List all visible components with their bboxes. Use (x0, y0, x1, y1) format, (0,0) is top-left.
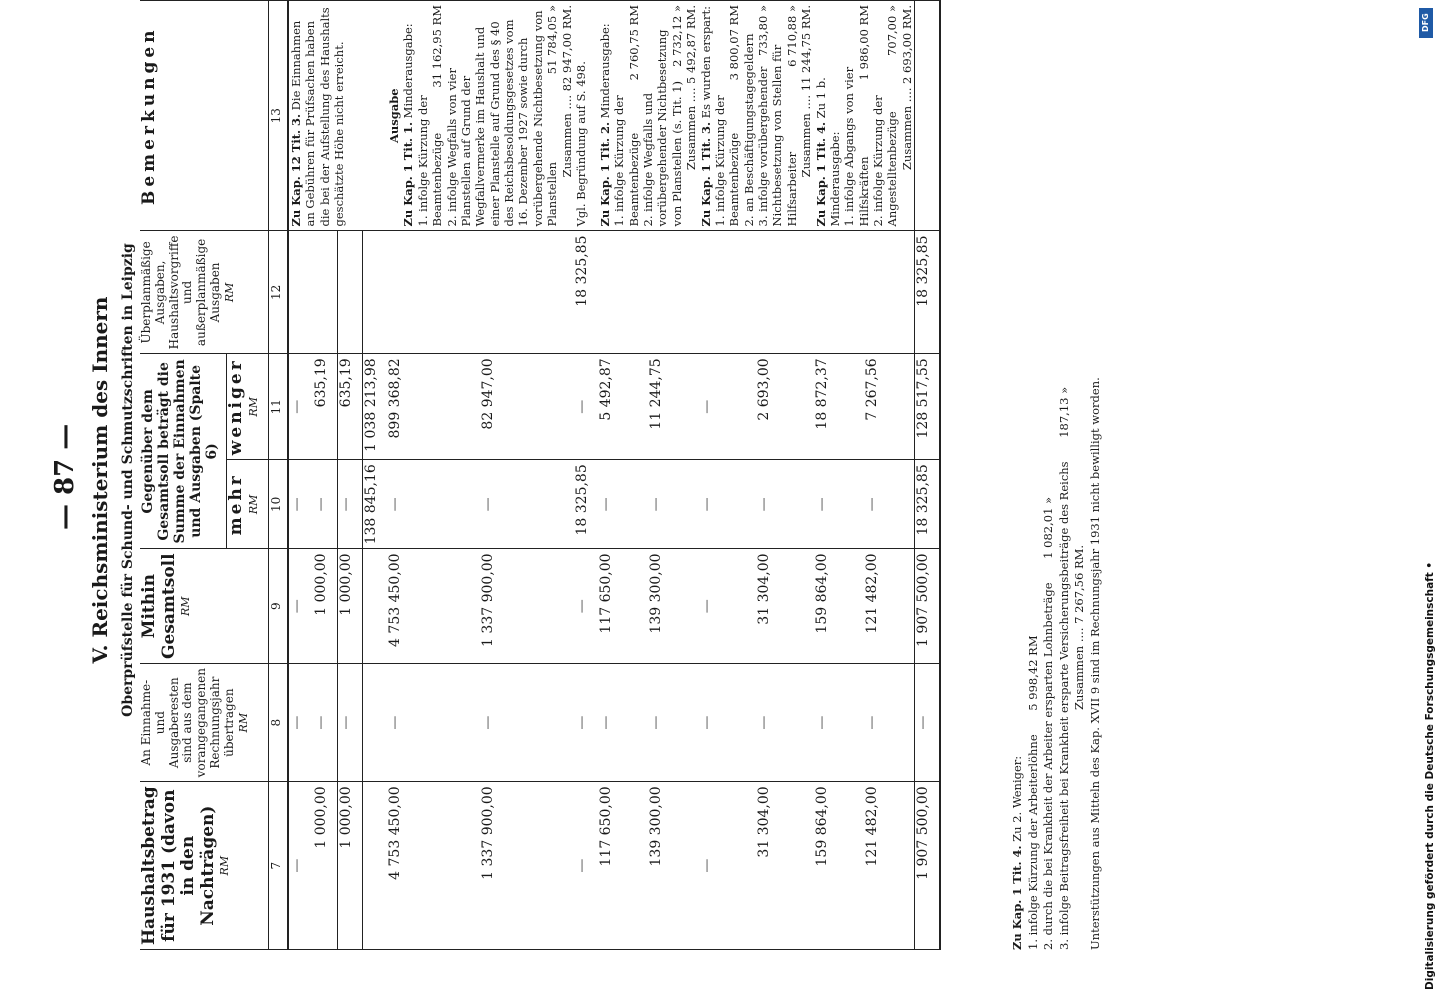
colnum-12: 12 (269, 231, 289, 354)
colnum-10: 10 (269, 460, 289, 549)
colnum-13: 13 (269, 1, 289, 231)
col7-header: Haushaltsbetrag für 1931 (davon in den Nachträgen) RM (140, 782, 269, 950)
budget-table (140, 0, 941, 950)
remark-k1t4: Zu Kap. 1 Tit. 4. Zu 1 b. Minderausgabe: 1. infolge Abgangs von vier Hilfskräften 1 986,00 RM 2. infolge Kürzung der Angestelltenbezüge 707,00 » Zusammen .... 2 693,00 RM. (814, 1, 915, 231)
table-row: 31 304,00 — 31 304,00 — 2 693,00 (756, 1, 814, 950)
remark-k1t1: Ausgabe Zu Kap. 1 Tit. 1. Minderausgabe: 1. infolge Kürzung der Beamtenbezüge 31 162,95 RM 2. infolge Wegfalls von vier Planstellen auf Grund der Wegfallvermerke im Haushalt und einer Planstelle auf Grund des § 40 des Reichsbesoldungsgesetzes vom 16. Dezember 1927 sowie durch vorübergehende Nichtbesetzung von Planstellen 51 784,05 » Zusammen .... 82 947,00 RM. (387, 1, 574, 231)
remark-k1t2: Zu Kap. 1 Tit. 2. Minderausgabe: 1. infolge Kürzung der Beamtenbezüge 2 760,75 RM 2. infolge Wegfalls und vorübergehender Nichtbesetzung von Planstellen (s. Tit. 1) 2 732,12 » Zusammen .... 5 492,87 RM. (598, 1, 699, 231)
table-row: 139 300,00 — 139 300,00 — 11 244,75 (648, 1, 698, 950)
page-title: V. Reichsministerium des Innern (88, 296, 112, 664)
page-number: — 87 — (50, 423, 80, 530)
col11-header: weniger RM (227, 354, 269, 460)
table-row: — — — — — Zu Kap. 12 Tit. 3. Die Einnahmen an Gebühren für Prüfsachen haben die bei der Aufstellung des Haushalts geschätzte Höhe nicht erreicht. (288, 1, 313, 950)
remark-ref: Vgl. Begründung auf S. 498. (574, 1, 598, 231)
colnum-8: 8 (269, 664, 289, 782)
col9-header: Mithin Gesamtsoll RM (140, 549, 269, 664)
table-row: 159 864,00 — 159 864,00 — 18 872,37 Zu Kap. 1 Tit. 4. Zu 1 b. Minderausgabe: 1. infolge Abgangs von vier Hilfskräften 1 986,00 RM 2. infolge Kürzung der Angestelltenbezüge 707,00 » Zusammen .... 2 693,00 RM. (814, 1, 864, 950)
table-row: — — — 18 325,85 — 18 325,85 Vgl. Begründung auf S. 498. (574, 1, 598, 950)
col8-header: An Einnahme- und Ausgaberesten sind aus dem vorangegangenen Rechnungsjahr übertragen RM (140, 664, 269, 782)
bottom-note: Zu Kap. 1 Tit. 4. Zu 2. Weniger: 1. infolge Kürzung der Arbeiterlöhne 5 998,42 RM 2. durch die bei Krankheit der Arbeiter ersparten Lohnbeträge 1 082,01 » 3. infolge Beitragsfreiheit bei Krankheit ersparte Versicherungsbeiträge des Reichs 187,13 » Zusammen .... 7 267,56 RM. Unterstützungen aus Mitteln des Kap. XVII 9 sind im Rechnungsjahr 1931 nicht bewilligt worden. (1010, 377, 1102, 950)
table-row: 1 337 900,00 — 1 337 900,00 — 82 947,00 (480, 1, 573, 950)
col10-11-header: Gegenüber dem Gesamtsoll beträgt die Summe der Einnahmen und Ausgaben (Spalte 6) (140, 354, 227, 549)
col10-header: mehr RM (227, 460, 269, 549)
table-row: 138 845,16 1 038 213,98 (363, 1, 388, 950)
colnum-11: 11 (269, 354, 289, 460)
col13-header: Bemerkungen (140, 1, 269, 231)
table-row: 1 000,00 — 1 000,00 — 635,19 (313, 1, 338, 950)
rotated-page (50, 0, 1230, 1000)
table-row: 117 650,00 — 117 650,00 — 5 492,87 Zu Kap. 1 Tit. 2. Minderausgabe: 1. infolge Kürzung der Beamtenbezüge 2 760,75 RM 2. infolge Wegfalls und vorübergehender Nichtbesetzung von Planstellen (s. Tit. 1) 2 732,12 » Zusammen .... 5 492,87 RM. (598, 1, 648, 950)
colnum-7: 7 (269, 782, 289, 950)
table-total-row: 1 907 500,00 — 1 907 500,00 18 325,85 128 517,55 18 325,85 (915, 1, 941, 950)
page-subtitle: Oberprüfstelle für Schund- und Schmutzschriften in Leipzig (120, 243, 136, 717)
table-row: 4 753 450,00 — 4 753 450,00 — 899 368,82 Ausgabe Zu Kap. 1 Tit. 1. Minderausgabe: 1. infolge Kürzung der Beamtenbezüge 31 162,95 RM 2. infolge Wegfalls von vier Planstellen auf Grund der Wegfallvermerke im Haushalt und einer Planstelle auf Grund des § 40 des Reichsbesoldungsgesetzes vom 16. Dezember 1927 sowie durch vorübergehende Nichtbesetzung von Planstellen 51 784,05 » Zusammen .... 82 947,00 RM. (387, 1, 480, 950)
digitization-credit: Digitalisierung gefördert durch die Deutsche Forschungsgemeinschaft • (1424, 561, 1436, 990)
remark-k1t3: Zu Kap. 1 Tit. 3. Es wurden erspart: 1. infolge Kürzung der Beamtenbezüge 3 800,07 RM 2. an Beschäftigungstagegeldern 733,80 » 3. infolge vorübergehender Nichtbesetzung von Stellen für Hilfsarbeiter 6 710,88 » Zusammen .... 11 244,75 RM. (699, 1, 814, 231)
table-row: 1 000,00 — 1 000,00 — 635,19 (338, 1, 363, 950)
dfg-logo: DFG (1419, 8, 1433, 38)
colnum-9: 9 (269, 549, 289, 664)
table-row: — — — — — Zu Kap. 1 Tit. 3. Es wurden erspart: 1. infolge Kürzung der Beamtenbezüge 3 800,07 RM 2. an Beschäftigungstagegeldern 733,80 » 3. infolge vorübergehender Nichtbesetzung von Stellen für Hilfsarbeiter 6 710,88 » Zusammen .... 11 244,75 RM. (699, 1, 757, 950)
remark-k12t3: Zu Kap. 12 Tit. 3. Die Einnahmen an Gebühren für Prüfsachen haben die bei der Aufstellung des Haushalts geschätzte Höhe nicht erreicht. (288, 1, 387, 231)
col12-header: Überplanmäßige Ausgaben, Haushaltsvorgriffe und außerplanmäßige Ausgaben RM (140, 231, 269, 354)
table-row: 121 482,00 — 121 482,00 — 7 267,56 (864, 1, 915, 950)
